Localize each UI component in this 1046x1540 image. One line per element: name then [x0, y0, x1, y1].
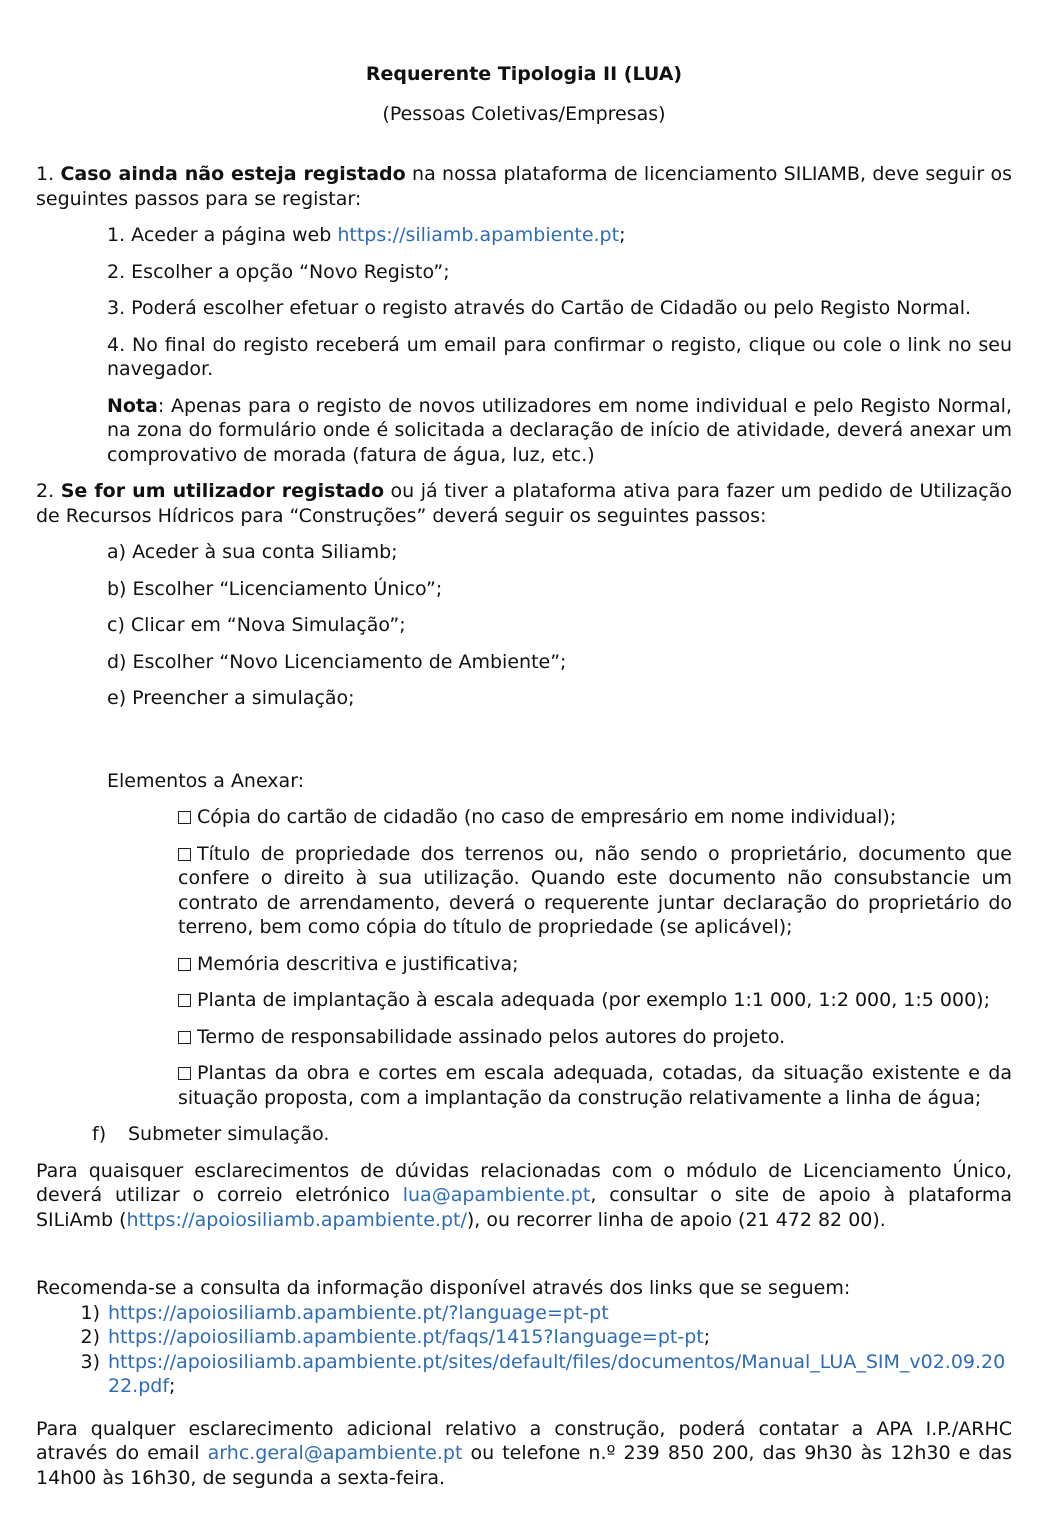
register-step-2: 2. Escolher a opção “Novo Registo”; [107, 260, 450, 283]
register-step-1: 1. Aceder a página web https://siliamb.apambiente.pt; [107, 224, 626, 246]
section-1-bold: Caso ainda não esteja registado [60, 163, 406, 185]
apoio-site-link[interactable]: https://apoiosiliamb.apambiente.pt/ [126, 1208, 467, 1231]
process-step-f: f) Submeter simulação. [92, 1123, 330, 1145]
checkbox-icon [178, 1031, 191, 1044]
link-item: 3) https://apoiosiliamb.apambiente.pt/sites/default/files/documentos/Manual_LUA_SIM_v02.09.2022.pdf; [80, 1350, 1006, 1397]
section-2-intro: 2. Se for um utilizador registado ou já tiver a plataforma ativa para fazer um pedido de Utilização de Recursos Hídricos para “Construções” deverá seguir os seguintes passos: [36, 480, 1012, 527]
apoio-link-2[interactable]: https://apoiosiliamb.apambiente.pt/faqs/1415?language=pt-pt [108, 1326, 704, 1348]
register-step-4: 4. No final do registo receberá um email para confirmar o registo, clique ou cole o link no seu navegador. [107, 333, 1012, 380]
checkbox-icon [178, 848, 191, 861]
lua-email-link[interactable]: lua@apambiente.pt [402, 1184, 591, 1206]
attachment-item: Cópia do cartão de cidadão (no caso de empresário em nome individual); [178, 805, 1012, 830]
links-list [36, 1301, 1012, 1399]
note-label: Nota [107, 394, 158, 417]
link-item: 1) https://apoiosiliamb.apambiente.pt/?language=pt-pt [80, 1301, 609, 1324]
attachment-item: Planta de implantação à escala adequada (por exemplo 1:1 000, 1:2 000, 1:5 000); [178, 988, 1012, 1013]
contact-paragraph: Para qualquer esclarecimento adicional relativo a construção, poderá contatar a APA I.P./ARHC através do email arhc.geral@apambiente.pt ou telefone n.º 239 850 200, das 9h30 às 12h30 e das 14h00 às 16h30, de segunda a sexta-feira. [36, 1417, 1012, 1489]
process-step-a: a) Aceder à sua conta Siliamb; [107, 541, 398, 563]
checkbox-icon [178, 994, 191, 1007]
section-1-intro: 1. Caso ainda não esteja registado na nossa plataforma de licenciamento SILIAMB, deve seguir os seguintes passos para se registar: [36, 163, 1012, 210]
attachments-label: Elementos a Anexar: [107, 769, 305, 792]
process-step-e: e) Preencher a simulação; [107, 687, 355, 709]
manual-pdf-link[interactable]: https://apoiosiliamb.apambiente.pt/sites/default/files/documentos/Manual_LUA_SIM_v02.09.2022.pdf [108, 1350, 1006, 1397]
attachment-item: Título de propriedade dos terrenos ou, não sendo o proprietário, documento que confere o direito à sua utilização. Quando este documento não consubstancie um contrato de arrendamento, deverá o requerente juntar declaração do proprietário do terreno, bem como cópia do título de propriedade (se aplicável); [178, 842, 1012, 938]
attachment-item: Plantas da obra e cortes em escala adequada, cotadas, da situação existente e da situação proposta, com a implantação da construção relativamente a linha de água; [178, 1062, 1012, 1109]
apoio-link-1[interactable]: https://apoiosiliamb.apambiente.pt/?language=pt-pt [108, 1301, 609, 1324]
section-2-bold: Se for um utilizador registado [60, 480, 385, 502]
attachment-item: Memória descritiva e justificativa; [178, 952, 1012, 977]
link-item: 2) https://apoiosiliamb.apambiente.pt/faqs/1415?language=pt-pt; [80, 1326, 711, 1348]
spacer [36, 1232, 1012, 1276]
checkbox-icon [178, 1067, 191, 1080]
process-step-b: b) Escolher “Licenciamento Único”; [107, 577, 443, 600]
process-step-c: c) Clicar em “Nova Simulação”; [107, 614, 406, 636]
support-paragraph: Para quaisquer esclarecimentos de dúvidas relacionadas com o módulo de Licenciamento Único, deverá utilizar o correio eletrónico lua@apambiente.pt, consultar o site de apoio à plataforma SILiAmb (https://apoiosiliamb.apambiente.pt/), ou recorrer linha de apoio (21 472 82 00). [36, 1159, 1012, 1231]
document-title: Requerente Tipologia II (LUA) [365, 63, 683, 85]
document-page [36, 60, 1012, 1490]
checkbox-icon [178, 811, 191, 824]
siliamb-link[interactable]: https://siliamb.apambiente.pt [337, 224, 620, 246]
register-step-3: 3. Poderá escolher efetuar o registo através do Cartão de Cidadão ou pelo Registo Normal. [107, 297, 972, 319]
attachment-item: Termo de responsabilidade assinado pelos autores do projeto. [178, 1025, 1012, 1050]
links-intro: Recomenda-se a consulta da informação disponível através dos links que se seguem: [36, 1277, 851, 1299]
process-step-d: d) Escolher “Novo Licenciamento de Ambiente”; [107, 650, 567, 673]
register-note: Nota: Apenas para o registo de novos utilizadores em nome individual e pelo Registo Normal, na zona do formulário onde é solicitada a declaração de início de atividade, deverá anexar um comprovativo de morada (fatura de água, luz, etc.) [107, 394, 1012, 466]
document-subtitle: (Pessoas Coletivas/Empresas) [382, 103, 666, 125]
checkbox-icon [178, 958, 191, 971]
arhc-email-link[interactable]: arhc.geral@apambiente.pt [207, 1442, 463, 1464]
spacer [36, 723, 1012, 769]
spacer [36, 1399, 1012, 1417]
